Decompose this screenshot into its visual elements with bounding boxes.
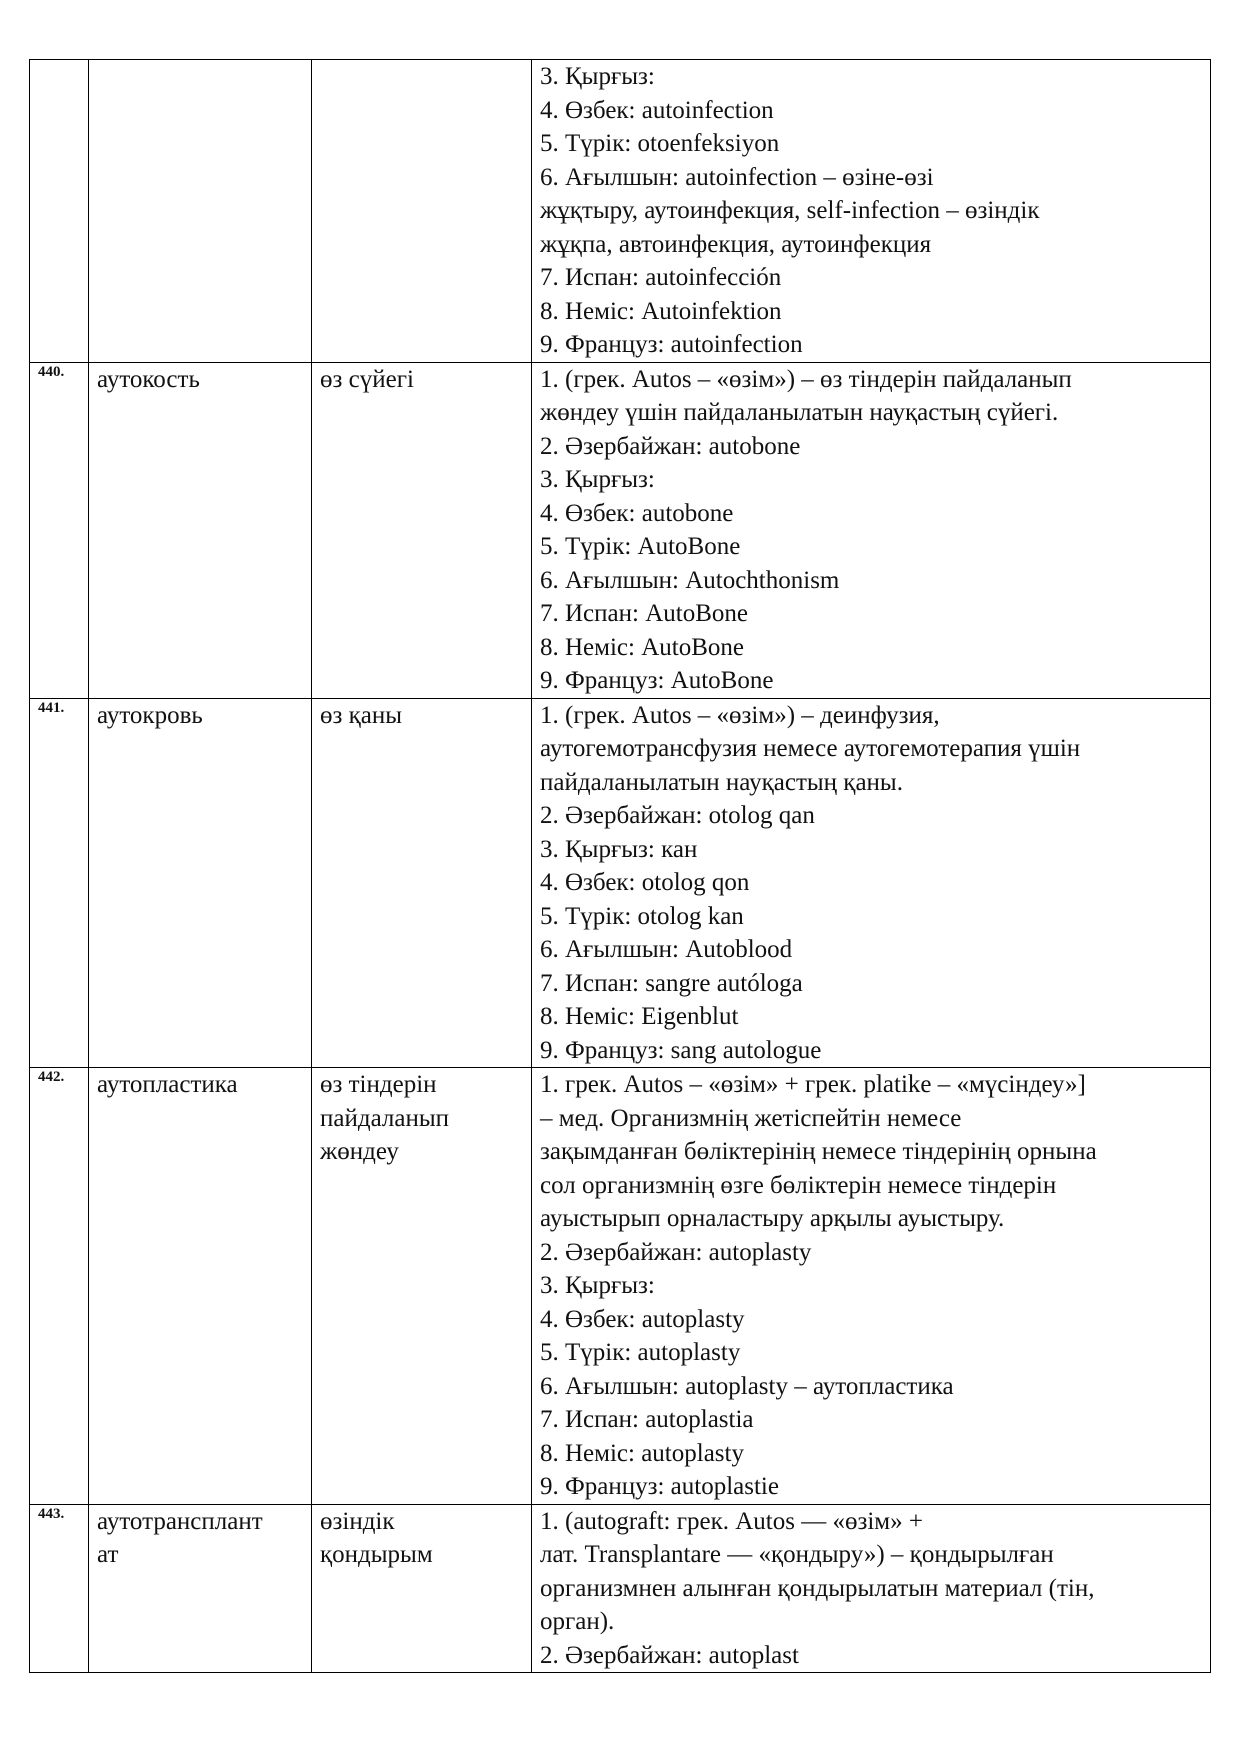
entry-description-line: 8. Неміс: autoplasty — [540, 1439, 744, 1467]
entry-term-cell — [89, 362, 312, 698]
entry-description-line: зақымданған бөліктерінің немесе тіндерінің орнына — [540, 1138, 1097, 1165]
entry-description-line: 7. Испан: sangre autóloga — [540, 969, 803, 997]
entry-description-line: 2. Әзербайжан: autoplast — [540, 1641, 799, 1669]
entry-description-cell — [532, 1504, 1211, 1673]
entry-term-cell — [89, 1068, 312, 1505]
entry-translation-line: өзіндік — [320, 1507, 395, 1535]
entry-description-cell — [532, 362, 1211, 698]
entry-description-line: 2. Әзербайжан: autobone — [540, 432, 801, 460]
entry-description-line: 6. Ағылшын: Autoblood — [540, 936, 793, 963]
entry-description-line: 6. Ағылшын: autoplasty – аутопластика — [540, 1372, 954, 1400]
entry-term-cell — [89, 1504, 312, 1673]
entry-term-line: аутотрансплант — [97, 1507, 263, 1535]
entry-translation-cell — [312, 60, 532, 363]
entry-description-line: – мед. Организмнің жетіспейтін немесе — [540, 1104, 962, 1132]
entry-translation-line: қондырым — [320, 1541, 433, 1568]
entry-number-cell — [30, 1068, 89, 1505]
entry-number: 441. — [38, 699, 65, 716]
entry-translation-line: жөндеу — [320, 1138, 399, 1165]
entry-description-line: 5. Түрік: autoplasty — [540, 1339, 741, 1366]
entry-translation-line: өз сүйегі — [320, 365, 414, 393]
entry-description-line: 8. Неміс: Autoinfektion — [540, 297, 782, 325]
entry-description-line: 2. Әзербайжан: otolog qan — [540, 802, 815, 829]
entry-description-line: 3. Қырғыз: — [540, 63, 655, 90]
entry-description-line: 5. Түрік: AutoBone — [540, 533, 741, 560]
entry-description-line: жөндеу үшін пайдаланылатын науқастың сүйегі. — [540, 399, 1059, 426]
entry-term-cell — [89, 698, 312, 1068]
entry-description-line: ауыстырып орналастыру арқылы ауыстыру. — [540, 1205, 1005, 1232]
entry-description-line: 1. грек. Autos – «өзім» + грек. platike – «мүсіндеу»] — [540, 1071, 1086, 1098]
entry-description-line: 5. Түрік: otolog kan — [540, 902, 744, 930]
entry-description-line: пайдаланылатын науқастың қаны. — [540, 768, 903, 796]
entry-description-line: 1. (грек. Autos – «өзім») – өз тіндерін пайдаланып — [540, 365, 1072, 393]
entry-description-line: 4. Өзбек: otolog qon — [540, 869, 750, 896]
table-row — [30, 1504, 1211, 1673]
entry-description-line: лат. Transplantare — «қондыру») – қондырылған — [540, 1541, 1054, 1568]
entry-description-line: жұқпа, автоинфекция, аутоинфекция — [540, 230, 932, 258]
entry-description-line: 3. Қырғыз: — [540, 466, 655, 493]
entry-description-line: 2. Әзербайжан: autoplasty — [540, 1238, 812, 1266]
entry-translation-line: өз тіндерін — [320, 1071, 437, 1098]
entry-description-line: 9. Француз: autoinfection — [540, 331, 803, 358]
entry-translation-cell — [312, 1504, 532, 1673]
entry-term-line: ат — [97, 1541, 119, 1568]
entry-description-line: 3. Қырғыз: — [540, 1272, 655, 1299]
entry-translation-line: өз қаны — [320, 701, 403, 729]
table-row — [30, 1068, 1211, 1505]
dictionary-body — [30, 60, 1211, 1673]
entry-translation-cell — [312, 1068, 532, 1505]
entry-translation-line: пайдаланып — [320, 1104, 450, 1132]
entry-translation-cell — [312, 698, 532, 1068]
entry-term-line: аутокость — [97, 365, 200, 393]
entry-term-line: аутокровь — [97, 701, 203, 729]
entry-description-line: 7. Испан: AutoBone — [540, 600, 748, 627]
entry-description-line: 4. Өзбек: autobone — [540, 499, 734, 527]
entry-description-line: сол организмнің өзге бөліктерін немесе тіндерін — [540, 1171, 1057, 1199]
entry-translation-cell — [312, 362, 532, 698]
entry-description-line: 4. Өзбек: autoplasty — [540, 1305, 745, 1333]
entry-description-line: 8. Неміс: AutoBone — [540, 633, 744, 661]
entry-description-line: 1. (грек. Autos – «өзім») – деинфузия, — [540, 701, 940, 729]
entry-description-line: 1. (autograft: грек. Autos — «өзім» + — [540, 1507, 923, 1535]
entry-description-cell — [532, 1068, 1211, 1505]
entry-number: 442. — [38, 1069, 65, 1085]
table-row — [30, 362, 1211, 698]
entry-description-line: 6. Ағылшын: autoinfection – өзіне-өзі — [540, 163, 934, 191]
entry-description-line: 6. Ағылшын: Autochthonism — [540, 566, 840, 594]
entry-description-line: 9. Француз: sang autologue — [540, 1036, 822, 1064]
entry-description-line: орган). — [540, 1608, 615, 1635]
entry-number-cell — [30, 60, 89, 363]
entry-description-line: аутогемотрансфузия немесе аутогемотерапия үшін — [540, 735, 1081, 762]
entry-number: 443. — [38, 1505, 65, 1522]
entry-description-line: 8. Неміс: Eigenblut — [540, 1003, 739, 1030]
entry-number-cell — [30, 698, 89, 1068]
entry-description-line: жұқтыру, аутоинфекция, self-infection – өзіндік — [540, 197, 1040, 224]
entry-number: 440. — [38, 363, 65, 380]
table-row — [30, 60, 1211, 363]
entry-description-cell — [532, 60, 1211, 363]
entry-term-line: аутопластика — [97, 1071, 238, 1098]
entry-description-cell — [532, 698, 1211, 1068]
table-row — [30, 698, 1211, 1068]
entry-description-line: 3. Қырғыз: кан — [540, 835, 698, 863]
dictionary-table — [29, 59, 1211, 1673]
entry-description-line: 9. Француз: AutoBone — [540, 667, 774, 694]
entry-description-line: организмнен алынған қондырылатын материал (тін, — [540, 1574, 1095, 1602]
entry-description-line: 5. Түрік: otoenfeksiyon — [540, 130, 780, 157]
entry-description-line: 7. Испан: autoinfección — [540, 264, 782, 291]
entry-number-cell — [30, 1504, 89, 1673]
entry-description-line: 7. Испан: autoplastia — [540, 1406, 754, 1433]
entry-term-cell — [89, 60, 312, 363]
entry-number-cell — [30, 362, 89, 698]
entry-description-line: 4. Өзбек: autoinfection — [540, 96, 774, 124]
entry-description-line: 9. Француз: autoplastie — [540, 1473, 779, 1500]
